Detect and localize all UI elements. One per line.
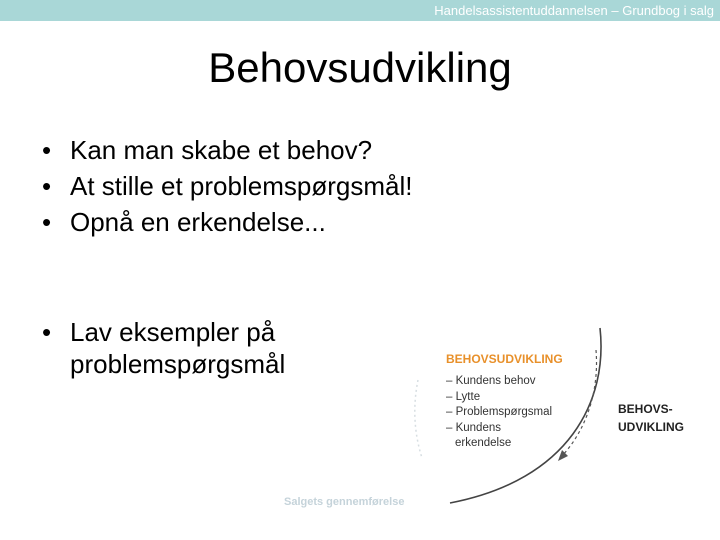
- behovsudvikling-figure: [270, 320, 710, 520]
- right-label-line-1: BEHOVS-: [618, 402, 673, 416]
- bullet-item: • At stille et problemspørgsmål!: [42, 168, 412, 204]
- figure-list-item: erkendelse: [455, 437, 512, 449]
- figure-bottom-label: Salgets gennemførelse: [284, 496, 405, 508]
- bullet-list: [42, 132, 412, 240]
- figure-list-item: – Kundens: [446, 421, 501, 434]
- figure-heading: BEHOVSUDVIKLING: [446, 352, 563, 366]
- arc-arrow-line: [560, 350, 597, 458]
- bullet-item: • Opnå en erkendelse...: [42, 204, 412, 240]
- header-title: Handelsassistentuddannelsen – Grundbog i salg: [434, 3, 714, 18]
- bullet-line-1: Lav eksempler på: [70, 317, 276, 347]
- bullet-item: • Kan man skabe et behov?: [42, 132, 412, 168]
- arc-dotted-segment: [415, 380, 422, 458]
- slide-title: Behovsudvikling: [208, 44, 512, 91]
- figure-list-item: – Lytte: [446, 390, 481, 403]
- figure-list: [446, 374, 552, 452]
- header-bar: [0, 0, 720, 21]
- figure-right-label: [618, 400, 684, 436]
- figure-list-item: – Kundens behov: [446, 375, 536, 387]
- bullet-line-2: problemspørgsmål: [70, 349, 286, 379]
- right-label-line-2: UDVIKLING: [618, 420, 684, 434]
- figure-list-item: – Problemspørgsmal: [446, 406, 553, 418]
